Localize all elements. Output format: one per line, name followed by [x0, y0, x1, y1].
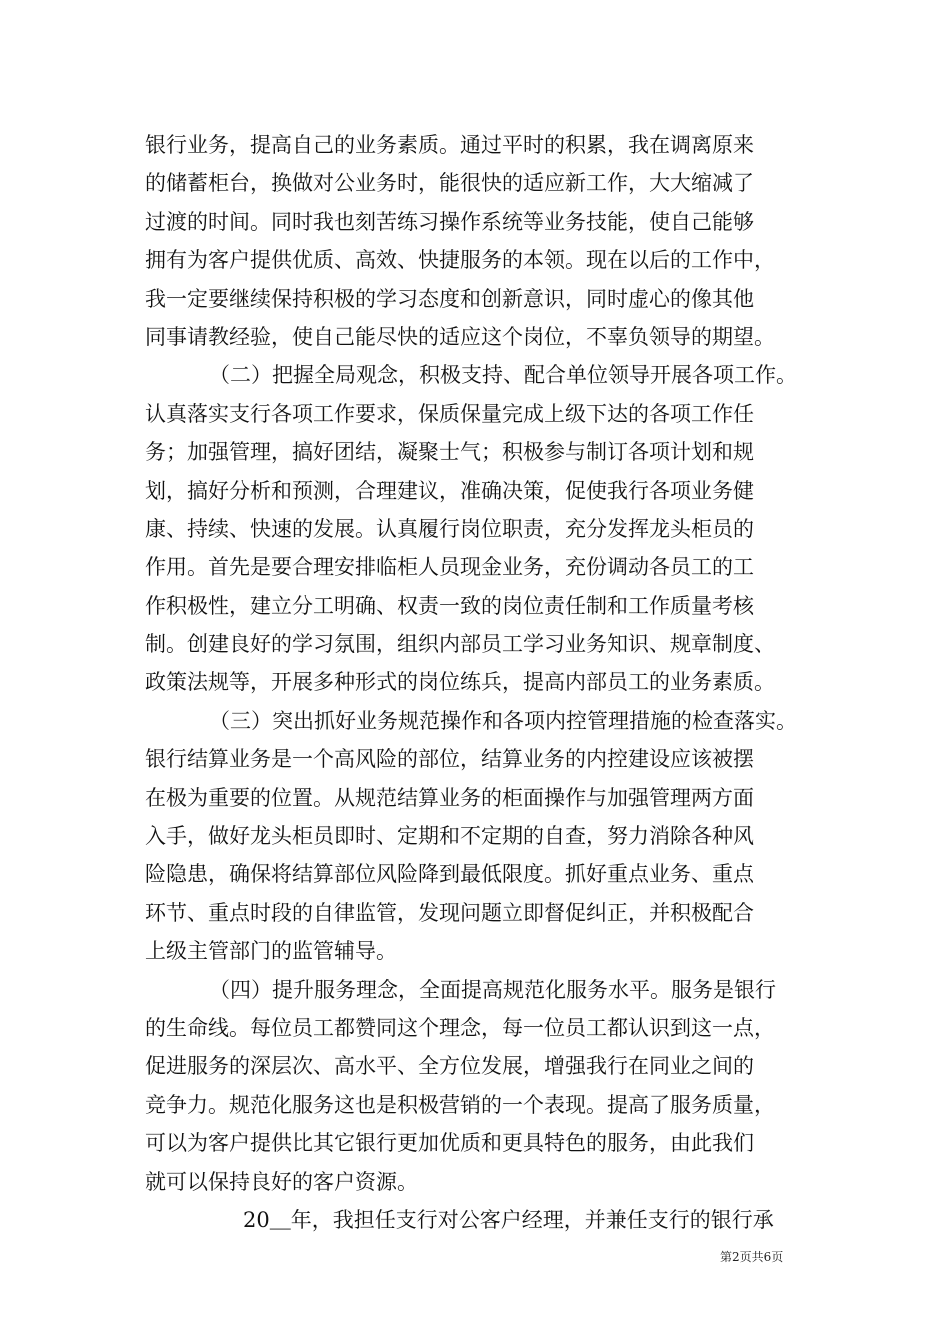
text-line: 政策法规等，开展多种形式的岗位练兵，提高内部员工的业务素质。	[145, 670, 775, 695]
section-heading-4: （四）提升服务理念，全面提高规范化服务水平。服务是银行	[209, 977, 776, 1002]
text-line: 康、持续、快速的发展。认真履行岗位职责，充分发挥龙头柜员的	[145, 516, 754, 541]
text-line: 拥有为客户提供优质、高效、快捷服务的本领。现在以后的工作中，	[145, 248, 775, 273]
text-line: 入手，做好龙头柜员即时、定期和不定期的自查，努力消除各种风	[145, 824, 754, 849]
document-body	[145, 126, 825, 1239]
text-line: 银行结算业务是一个高风险的部位，结算业务的内控建设应该被摆	[145, 747, 754, 772]
text-line: 制。创建良好的学习氛围，组织内部员工学习业务知识、规章制度、	[145, 632, 775, 657]
text-line: 同事请教经验，使自己能尽快的适应这个岗位，不辜负领导的期望。	[145, 324, 775, 349]
text-line: 促进服务的深层次、高水平、全方位发展，增强我行在同业之间的	[145, 1054, 754, 1079]
text-line: 的生命线。每位员工都赞同这个理念，每一位员工都认识到这一点，	[145, 1015, 775, 1040]
text-line: 险隐患，确保将结算部位风险降到最低限度。抓好重点业务、重点	[145, 862, 754, 887]
text-line: 可以为客户提供比其它银行更加优质和更具特色的服务，由此我们	[145, 1131, 754, 1156]
text-line: 务；加强管理，搞好团结，凝聚士气；积极参与制订各项计划和规	[145, 440, 754, 465]
text-line: 过渡的时间。同时我也刻苦练习操作系统等业务技能，使自己能够	[145, 209, 754, 234]
section-heading-2: （二）把握全局观念，积极支持、配合单位领导开展各项工作。	[209, 363, 797, 388]
section-heading-3: （三）突出抓好业务规范操作和各项内控管理措施的检查落实。	[209, 708, 797, 733]
text-line: 的储蓄柜台，换做对公业务时，能很快的适应新工作，大大缩减了	[145, 171, 754, 196]
text-line: 认真落实支行各项工作要求，保质保量完成上级下达的各项工作任	[145, 401, 754, 426]
page-number-footer: 第2页共6页	[720, 1250, 784, 1264]
text-line: 划，搞好分析和预测，合理建议，准确决策，促使我行各项业务健	[145, 478, 754, 503]
text-line: 银行业务，提高自己的业务素质。通过平时的积累，我在调离原来	[145, 133, 754, 157]
text-line: 竞争力。规范化服务这也是积极营销的一个表现。提高了服务质量，	[145, 1092, 775, 1117]
text-line: 作积极性，建立分工明确、权责一致的岗位责任制和工作质量考核	[145, 593, 754, 618]
text-line: 20＿年，我担任支行对公客户经理，并兼任支行的银行承	[243, 1207, 774, 1232]
text-line: 在极为重要的位置。从规范结算业务的柜面操作与加强管理两方面	[145, 785, 754, 810]
text-line: 环节、重点时段的自律监管，发现问题立即督促纠正，并积极配合	[145, 900, 754, 925]
text-line: 上级主管部门的监管辅导。	[145, 939, 397, 964]
text-line: 我一定要继续保持积极的学习态度和创新意识，同时虚心的像其他	[145, 286, 754, 311]
text-line: 作用。首先是要合理安排临柜人员现金业务，充份调动各员工的工	[145, 555, 754, 580]
text-line: 就可以保持良好的客户资源。	[145, 1169, 418, 1194]
